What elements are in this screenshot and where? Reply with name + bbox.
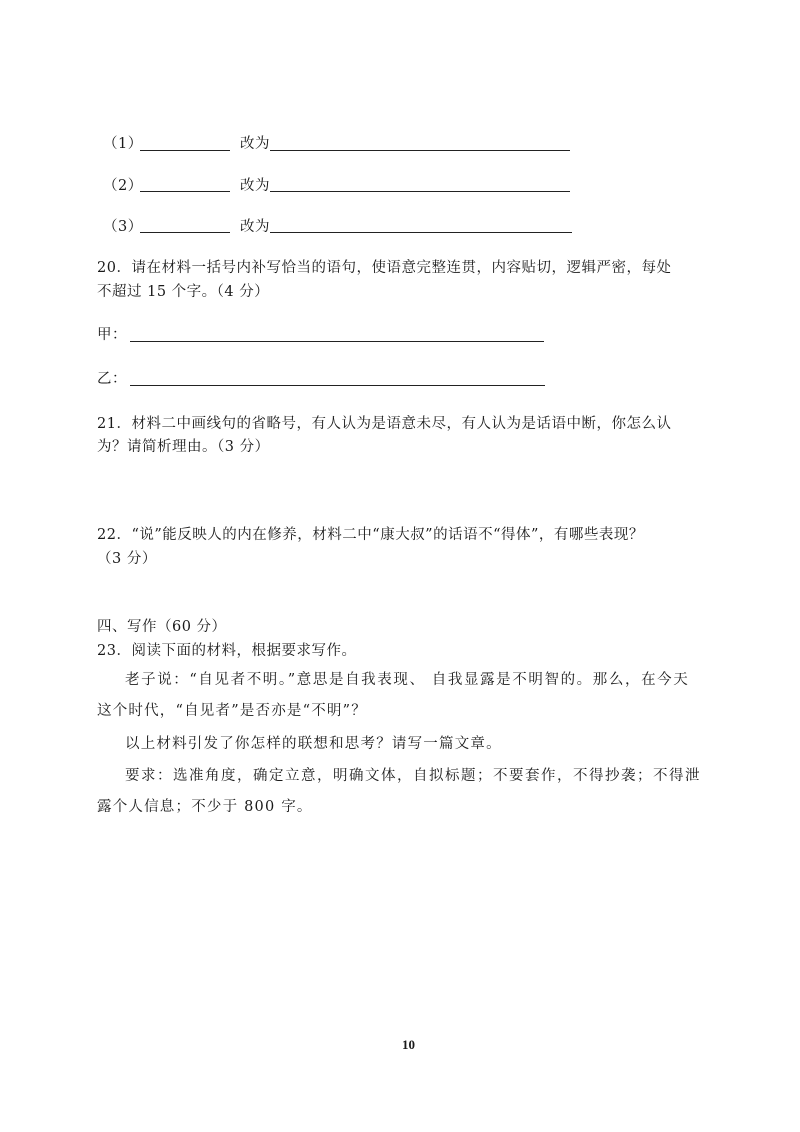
q19-blank-original-3[interactable] [140,232,230,233]
q22-text-line1: 22．“说”能反映人的内在修养，材料二中“康大叔”的话语不“得体”，有哪些表现？ [97,527,644,543]
q23-requirements-line2: 露个人信息；不少于 800 字。 [97,799,313,815]
q23-requirements-line1: 要求：选准角度，确定立意，明确文体，自拟标题；不要套作，不得抄袭；不得泄 [125,768,701,784]
q22-text-line2: （3 分） [97,551,157,567]
q19-blank-revised-1[interactable] [270,150,570,151]
q23-prompt: 以上材料引发了你怎样的联想和思考？请写一篇文章。 [125,736,502,752]
q20-yi-blank[interactable] [130,385,545,386]
q21-text-line2: 为？请简析理由。（3 分） [97,439,270,455]
q20-jia-blank[interactable] [130,341,544,342]
q19-change-word-3: 改为 [240,219,270,235]
q21-text-line1: 21．材料二中画线句的省略号，有人认为是语意未尽，有人认为是话语中断，你怎么认 [97,416,672,432]
q19-change-word-2: 改为 [240,178,270,194]
q19-blank-revised-2[interactable] [270,191,570,192]
q19-label-3: （3） [103,219,143,235]
page-number: 10 [402,1037,415,1052]
q19-blank-original-1[interactable] [140,150,230,151]
q23-material-line2: 这个时代，“自见者”是否亦是“不明”？ [97,703,367,719]
q20-yi-label: 乙： [97,371,127,387]
section-heading: 四、写作（60 分） [97,619,227,635]
q23-title: 23．阅读下面的材料，根据要求写作。 [97,643,357,659]
q19-label-2: （2） [103,178,143,194]
q19-change-word-1: 改为 [240,136,270,152]
q20-text-line2: 不超过 15 个字。（4 分） [97,284,270,300]
q23-material-line1: 老子说：“自见者不明。”意思是自我表现、 自我显露是不明智的。那么，在今天 [125,672,690,688]
q19-blank-revised-3[interactable] [270,232,572,233]
q20-text-line1: 20．请在材料一括号内补写恰当的语句，使语意完整连贯，内容贴切，逻辑严密，每处 [97,260,672,276]
q19-label-1: （1） [103,136,143,152]
q20-jia-label: 甲： [97,327,127,343]
q19-blank-original-2[interactable] [140,191,230,192]
